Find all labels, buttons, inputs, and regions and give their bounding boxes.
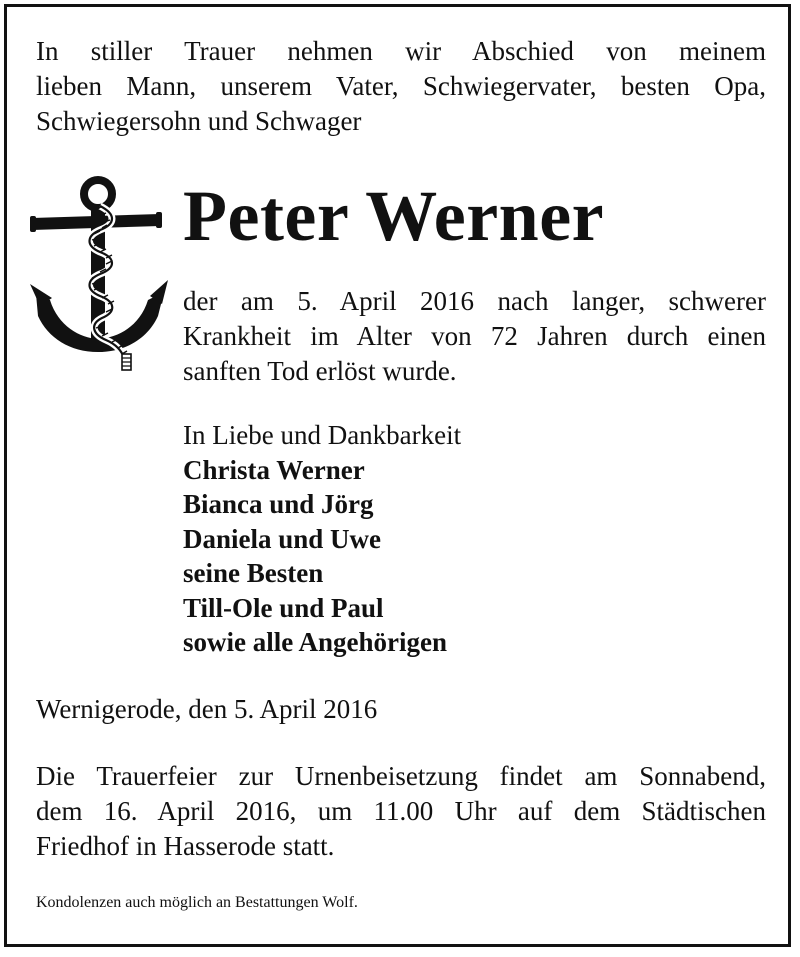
signoff bbox=[183, 418, 461, 660]
condolence-note: Kondolenzen auch möglich an Bestattungen Wolf. bbox=[36, 894, 358, 911]
mourner-name: Daniela und Uwe bbox=[183, 523, 382, 554]
intro-line-1: In stiller Trauer nehmen wir Abschied von meinem bbox=[36, 36, 766, 66]
funeral-line-2: dem 16. April 2016, um 11.00 Uhr auf dem Städtischen bbox=[36, 796, 766, 826]
death-line-2: Krankheit im Alter von 72 Jahren durch einen bbox=[183, 321, 766, 351]
mourner-name: seine Besten bbox=[183, 558, 324, 588]
death-line-3: sanften Tod erlöst wurde. bbox=[183, 356, 457, 386]
intro-line-2: lieben Mann, unserem Vater, Schwiegervater, besten Opa, bbox=[36, 71, 766, 101]
mourner-name: Till-Ole und Paul bbox=[183, 592, 384, 623]
death-line-1: der am 5. April 2016 nach langer, schwerer bbox=[183, 286, 766, 316]
place-and-date: Wernigerode, den 5. April 2016 bbox=[36, 694, 378, 724]
intro-line-3: Schwiegersohn und Schwager bbox=[36, 106, 362, 136]
intro-text bbox=[36, 34, 766, 139]
mourner-name: Bianca und Jörg bbox=[183, 489, 374, 519]
deceased-name: Peter Werner bbox=[183, 176, 605, 256]
mourner-name: sowie alle Angehörigen bbox=[183, 627, 447, 657]
funeral-line-1: Die Trauerfeier zur Urnenbeisetzung findet am Sonnabend, bbox=[36, 761, 766, 791]
funeral-line-3: Friedhof in Hasserode statt. bbox=[36, 831, 335, 861]
death-notice bbox=[183, 284, 766, 389]
funeral-details bbox=[36, 759, 766, 864]
signoff-intro: In Liebe und Dankbarkeit bbox=[183, 420, 462, 450]
mourner-name: Christa Werner bbox=[183, 454, 365, 485]
anchor-icon bbox=[30, 176, 170, 372]
